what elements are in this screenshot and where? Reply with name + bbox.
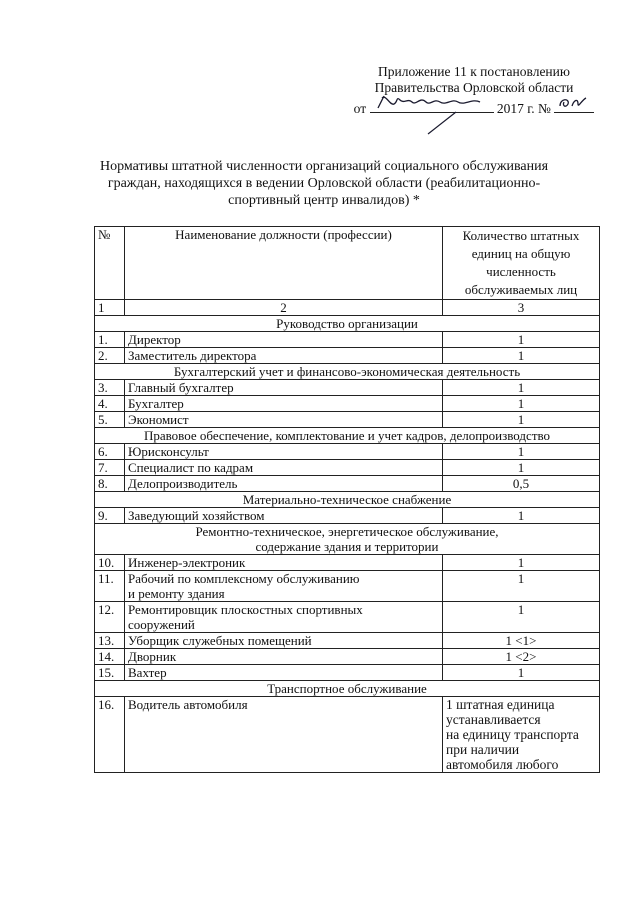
row-name: Дворник	[125, 649, 443, 665]
row-num: 11.	[95, 571, 125, 602]
qty-line: на единицу транспорта	[446, 727, 579, 742]
row-num: 9.	[95, 508, 125, 524]
section-title: Транспортное обслуживание	[95, 681, 600, 697]
header-num: №	[95, 227, 125, 300]
section-title: Материально-техническое снабжение	[95, 492, 600, 508]
table-row	[95, 332, 600, 348]
row-name: Бухгалтер	[125, 396, 443, 412]
table-row	[95, 697, 600, 773]
row-qty: 1	[443, 571, 600, 602]
year-label: 2017 г. №	[496, 101, 551, 116]
row-qty: 1	[443, 460, 600, 476]
qty-line: 1 штатная единица	[446, 697, 555, 712]
from-label: от	[353, 101, 367, 116]
row-qty: 0,5	[443, 476, 600, 492]
row-num: 10.	[95, 555, 125, 571]
section-row	[95, 428, 600, 444]
table-row	[95, 555, 600, 571]
column-numbers-row	[95, 300, 600, 316]
row-num: 2.	[95, 348, 125, 364]
table-row	[95, 602, 600, 633]
section-row	[95, 492, 600, 508]
row-qty: 1	[443, 412, 600, 428]
qty-line: при наличии	[446, 742, 520, 757]
row-num: 13.	[95, 633, 125, 649]
row-qty: 1 <2>	[443, 649, 600, 665]
row-name: Вахтер	[125, 665, 443, 681]
section-row	[95, 524, 600, 555]
section-row	[95, 316, 600, 332]
row-name: Главный бухгалтер	[125, 380, 443, 396]
table-row	[95, 476, 600, 492]
row-num: 16.	[95, 697, 125, 773]
colnum-1: 1	[95, 300, 125, 316]
row-name: Директор	[125, 332, 443, 348]
section-title-line-1: Ремонтно-техническое, энергетическое обслуживание,	[195, 524, 499, 539]
section-title: Бухгалтерский учет и финансово-экономическая деятельность	[95, 364, 600, 380]
row-qty: 1	[443, 348, 600, 364]
row-qty: 1	[443, 380, 600, 396]
row-name: Уборщик служебных помещений	[125, 633, 443, 649]
document-title: Нормативы штатной численности организаций социального обслуживания граждан, находящихся в ведении Орловской области (реабилитационно-спортивный центр инвалидов) *	[99, 159, 549, 208]
row-qty: 1	[443, 396, 600, 412]
appendix-date-line	[352, 96, 596, 117]
colnum-3: 3	[443, 300, 600, 316]
colnum-2: 2	[125, 300, 443, 316]
table-row	[95, 396, 600, 412]
row-num: 3.	[95, 380, 125, 396]
row-qty: 1	[443, 602, 600, 633]
row-name: Делопроизводитель	[125, 476, 443, 492]
table-row	[95, 380, 600, 396]
table-row	[95, 508, 600, 524]
row-name	[125, 602, 443, 633]
row-name: Юрисконсульт	[125, 444, 443, 460]
section-row	[95, 681, 600, 697]
row-num: 12.	[95, 602, 125, 633]
row-name-line-1: Рабочий по комплексному обслуживанию	[128, 571, 360, 586]
row-qty: 1 <1>	[443, 633, 600, 649]
handwritten-date-signature	[370, 92, 494, 112]
appendix-line-1: Приложение 11 к постановлению	[378, 64, 570, 79]
row-name: Заведующий хозяйством	[125, 508, 443, 524]
section-title-line-2: содержание здания и территории	[255, 539, 439, 554]
appendix-block	[352, 64, 596, 117]
row-qty: 1	[443, 555, 600, 571]
row-name: Заместитель директора	[125, 348, 443, 364]
section-title: Руководство организации	[95, 316, 600, 332]
row-name-line-2: и ремонту здания	[128, 586, 225, 601]
number-handwritten-field	[554, 96, 594, 113]
row-qty: 1	[443, 665, 600, 681]
row-name: Инженер-электроник	[125, 555, 443, 571]
qty-line: автомобиля любого	[446, 757, 559, 772]
row-num: 8.	[95, 476, 125, 492]
table-row	[95, 348, 600, 364]
table-row	[95, 571, 600, 602]
table-row	[95, 649, 600, 665]
row-num: 14.	[95, 649, 125, 665]
appendix-line-2: Правительства Орловской области	[374, 80, 574, 95]
header-name: Наименование должности (профессии)	[125, 227, 443, 300]
row-qty: 1	[443, 332, 600, 348]
row-num: 15.	[95, 665, 125, 681]
staffing-norms-table	[94, 226, 600, 773]
row-num: 4.	[95, 396, 125, 412]
row-name-line-2: сооружений	[128, 617, 195, 632]
row-name: Специалист по кадрам	[125, 460, 443, 476]
row-num: 5.	[95, 412, 125, 428]
signature-stroke	[422, 110, 462, 136]
table-row	[95, 633, 600, 649]
table-header-row	[95, 227, 600, 300]
row-qty: 1	[443, 444, 600, 460]
row-name: Водитель автомобиля	[125, 697, 443, 773]
table-row	[95, 444, 600, 460]
qty-line: устанавливается	[446, 712, 541, 727]
row-name-line-1: Ремонтировщик плоскостных спортивных	[128, 602, 363, 617]
handwritten-number-signature	[554, 92, 594, 112]
row-qty: 1	[443, 508, 600, 524]
table-row	[95, 412, 600, 428]
row-name	[125, 571, 443, 602]
row-qty	[443, 697, 600, 773]
table-row	[95, 665, 600, 681]
row-num: 7.	[95, 460, 125, 476]
section-title	[95, 524, 600, 555]
row-num: 1.	[95, 332, 125, 348]
table-row	[95, 460, 600, 476]
section-row	[95, 364, 600, 380]
header-qty: Количество штатных единиц на общую численность обслуживаемых лиц	[443, 227, 600, 300]
section-title: Правовое обеспечение, комплектование и учет кадров, делопроизводство	[95, 428, 600, 444]
row-name: Экономист	[125, 412, 443, 428]
row-num: 6.	[95, 444, 125, 460]
